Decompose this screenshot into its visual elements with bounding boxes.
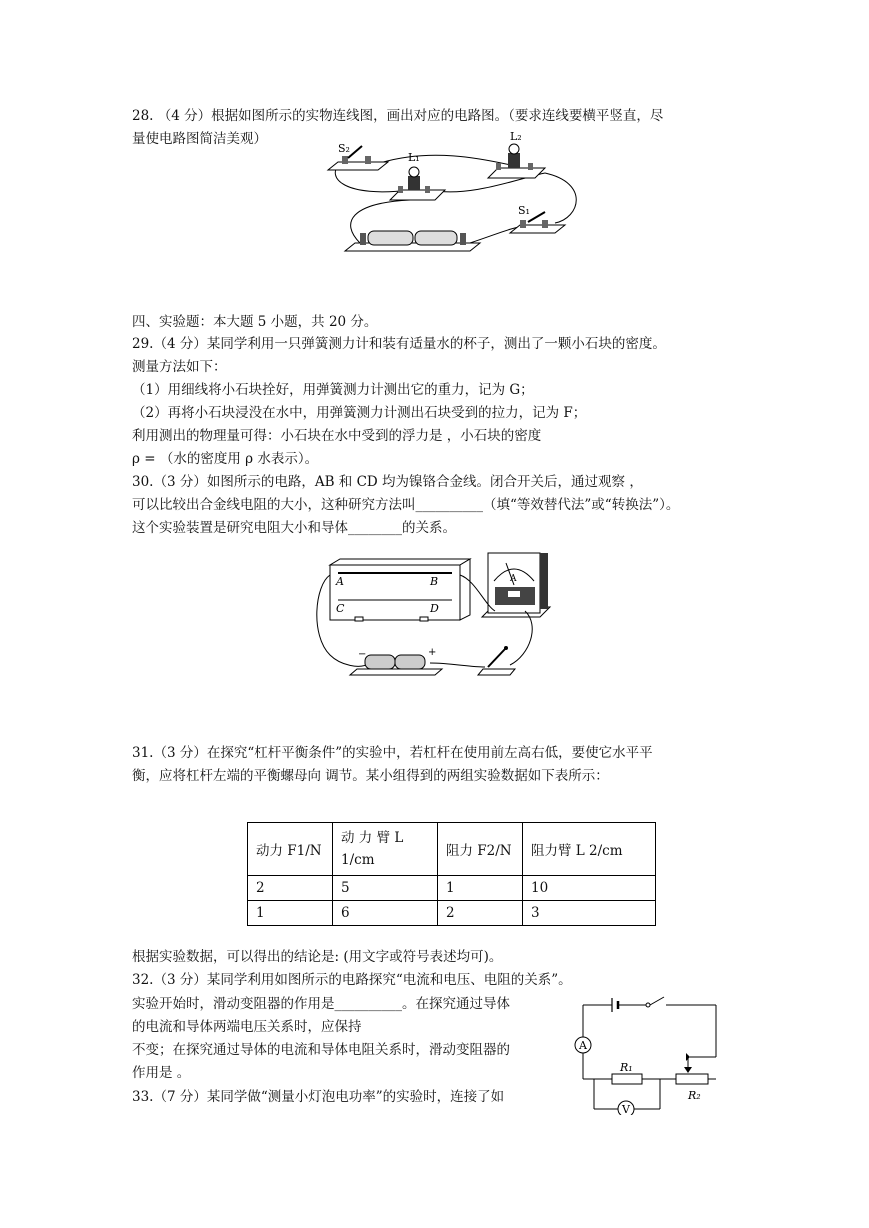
q29-line2: 测量方法如下： [132, 359, 227, 375]
q29-line4: （2）再将小石块浸没在水中，用弹簧测力计测出石块受到的拉力，记为 F； [132, 405, 587, 421]
label-s1: S₁ [518, 204, 530, 217]
label-s2: S₂ [338, 142, 350, 155]
q32-line1: 32.（3 分）某同学利用如图所示的电路探究“电流和电压、电阻的关系”。 [132, 972, 572, 988]
q32-line5: 作用是 。 [132, 1065, 191, 1081]
header-f2: 阻力 F2/N [438, 823, 523, 876]
label-l2: L₂ [510, 130, 522, 143]
table-header-row [248, 823, 656, 876]
ammeter-label: A [579, 1039, 587, 1052]
q29-line1: 29.（4 分）某同学利用一只弹簧测力计和装有适量水的杯子，测出了一颗小石块的密度。 [132, 336, 666, 352]
q33-line1: 33.（7 分）某同学做“测量小灯泡电功率”的实验时，连接了如 [132, 1089, 505, 1105]
q32-line2: 实验开始时，滑动变阻器的作用是__________。在探究通过导体 [132, 996, 510, 1012]
q29-line3: （1）用细线将小石块拴好，用弹簧测力计测出它的重力，记为 G； [132, 382, 534, 398]
header-l2: 阻力臂 L 2/cm [523, 823, 656, 876]
q28-line2: 量使电路图简洁美观） [132, 131, 267, 147]
q30-line3: 这个实验装置是研究电阻大小和导体________的关系。 [132, 520, 456, 536]
table-cell: 1 [248, 901, 333, 926]
ammeter-letter: A [510, 574, 517, 584]
q30-resistance-circuit-figure [310, 545, 555, 685]
q30-line2: 可以比较出合金线电阻的大小，这种研究方法叫__________（填“等效替代法”或“转换法”）。 [132, 497, 680, 513]
rheostat-r2 [676, 1074, 708, 1084]
q29-line6: ρ = （水的密度用 ρ 水表示）。 [132, 451, 319, 467]
switch [478, 646, 515, 675]
q32-circuit-diagram [568, 995, 728, 1115]
q31-line2: 衡，应将杠杆左端的平衡螺母向 调节。某小组得到的两组实验数据如下表所示： [132, 768, 609, 784]
voltmeter-label: V [622, 1103, 630, 1115]
table-cell: 1 [438, 876, 523, 901]
header-l1: 动 力 臂 L 1/cm [333, 823, 438, 876]
resistor-r1 [612, 1074, 642, 1084]
alloy-wire-board [330, 559, 470, 621]
label-c: C [336, 602, 345, 615]
label-l1: L₁ [408, 151, 420, 164]
switch-s2 [328, 146, 388, 170]
label-a: A [336, 575, 344, 588]
table-cell: 6 [333, 901, 438, 926]
table-row [248, 901, 656, 926]
r1-label: R₁ [620, 1061, 633, 1074]
table-cell: 2 [438, 901, 523, 926]
q32-line4: 不变；在探究通过导体的电流和导体电阻关系时，滑动变阻器的 [132, 1042, 510, 1058]
table-cell: 10 [523, 876, 656, 901]
section4-heading: 四、实验题：本大题 5 小题，共 20 分。 [132, 314, 378, 330]
q28-physical-circuit-figure [320, 128, 585, 258]
ammeter [482, 553, 550, 617]
q30-line1: 30.（3 分）如图所示的电路，AB 和 CD 均为镍铬合金线。闭合开关后，通过观察 ， [132, 474, 643, 490]
table-cell: 5 [333, 876, 438, 901]
label-b: B [430, 575, 439, 588]
table-cell: 2 [248, 876, 333, 901]
battery-holder [345, 231, 480, 251]
lever-data-table [247, 822, 656, 926]
table-row [248, 876, 656, 901]
header-f1: 动力 F1/N [248, 823, 333, 876]
lamp-l2 [488, 144, 545, 178]
battery-plus: + [428, 647, 437, 658]
q28-line1: 28. （4 分）根据如图所示的实物连线图，画出对应的电路图。（要求连线要横平竖直，尽 [132, 108, 664, 124]
q29-line5: 利用测出的物理量可得：小石块在水中受到的浮力是 ，小石块的密度 [132, 428, 542, 444]
lamp-l1 [390, 167, 445, 200]
q31-conclusion: 根据实验数据，可以得出的结论是: (用文字或符号表述均可)。 [132, 949, 503, 965]
q31-line1: 31.（3 分）在探究“杠杆平衡条件”的实验中，若杠杆在使用前左高右低，要使它水平平 [132, 745, 653, 761]
battery-minus: − [358, 649, 367, 660]
r2-label: R₂ [688, 1089, 701, 1102]
label-d: D [430, 602, 439, 615]
table-cell: 3 [523, 901, 656, 926]
q32-line3: 的电流和导体两端电压关系时，应保持 [132, 1019, 362, 1035]
